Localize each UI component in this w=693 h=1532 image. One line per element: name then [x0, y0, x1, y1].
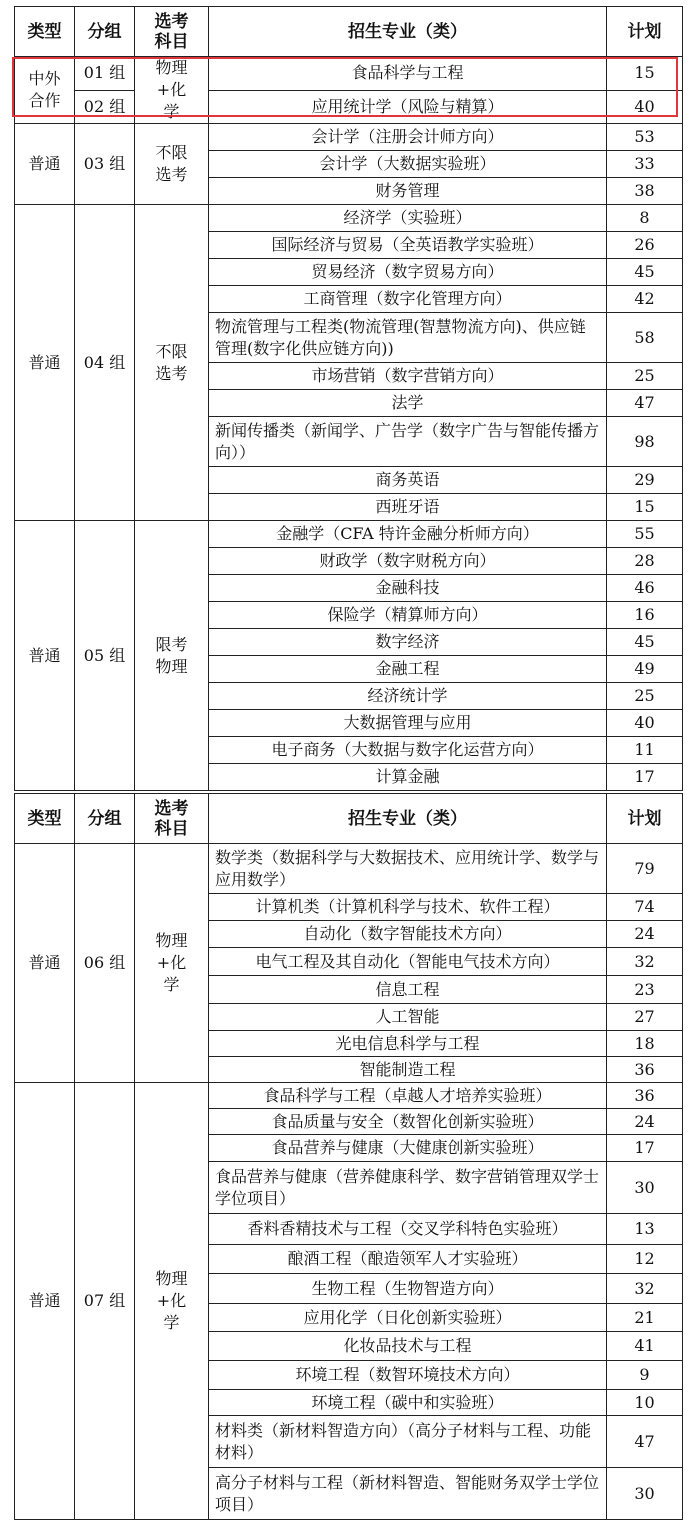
plan-cell: 28 [607, 548, 683, 575]
plan-cell: 16 [607, 602, 683, 629]
table-row [15, 844, 683, 894]
type-cell: 普通 [15, 205, 75, 521]
major-cell: 数学类（数据科学与大数据技术、应用统计学、数学与应用数学） [209, 844, 607, 894]
major-cell: 电子商务（大数据与数字化运营方向） [209, 737, 607, 764]
major-cell: 酿酒工程（酿造领军人才实验班） [209, 1245, 607, 1274]
major-cell: 生物工程（生物智造方向） [209, 1274, 607, 1304]
major-cell: 经济学（实验班） [209, 205, 607, 232]
header-row [15, 7, 683, 57]
plan-cell: 15 [607, 494, 683, 521]
subject-cell: 物理+化学 [135, 844, 209, 1083]
major-cell: 应用统计学（风险与精算） [209, 90, 607, 124]
table-row [15, 57, 683, 91]
major-cell: 商务英语 [209, 467, 607, 494]
header-major: 招生专业（类） [209, 794, 607, 844]
type-cell: 普通 [15, 124, 75, 205]
enrollment-table-1 [14, 6, 683, 791]
plan-cell: 38 [607, 178, 683, 205]
major-cell: 食品质量与安全（数智化创新实验班） [209, 1109, 607, 1135]
group-cell: 02 组 [75, 90, 135, 124]
major-cell: 会计学（注册会计师方向） [209, 124, 607, 151]
major-cell: 物流管理与工程类(物流管理(智慧物流方向)、供应链管理(数字化供应链方向)) [209, 313, 607, 363]
plan-cell: 79 [607, 844, 683, 894]
header-row [15, 794, 683, 844]
group-cell: 05 组 [75, 521, 135, 791]
major-cell: 环境工程（碳中和实验班） [209, 1390, 607, 1416]
subject-cell: 不限选考 [135, 124, 209, 205]
major-cell: 金融科技 [209, 575, 607, 602]
plan-cell: 45 [607, 629, 683, 656]
major-cell: 人工智能 [209, 1004, 607, 1031]
table-row [15, 521, 683, 548]
plan-cell: 40 [607, 710, 683, 737]
plan-cell: 11 [607, 737, 683, 764]
plan-cell: 45 [607, 259, 683, 286]
type-cell: 普通 [15, 1083, 75, 1520]
plan-cell: 74 [607, 894, 683, 921]
major-cell: 食品科学与工程 [209, 57, 607, 91]
header-type: 类型 [15, 7, 75, 57]
plan-cell: 36 [607, 1057, 683, 1083]
plan-cell: 23 [607, 976, 683, 1004]
plan-cell: 41 [607, 1332, 683, 1361]
major-cell: 应用化学（日化创新实验班） [209, 1304, 607, 1332]
major-cell: 材料类（新材料智造方向）（高分子材料与工程、功能材料） [209, 1416, 607, 1468]
plan-cell: 40 [607, 90, 683, 124]
major-cell: 香料香精技术与工程（交叉学科特色实验班） [209, 1214, 607, 1245]
major-cell: 计算金融 [209, 764, 607, 791]
plan-cell: 58 [607, 313, 683, 363]
table-row [15, 124, 683, 151]
plan-cell: 30 [607, 1468, 683, 1520]
plan-cell: 24 [607, 1109, 683, 1135]
subject-cell: 不限选考 [135, 205, 209, 521]
group-cell: 07 组 [75, 1083, 135, 1520]
subject-cell: 限考物理 [135, 521, 209, 791]
major-cell: 法学 [209, 390, 607, 417]
subject-cell: 物理+化学 [135, 57, 209, 124]
plan-cell: 32 [607, 1274, 683, 1304]
major-cell: 保险学（精算师方向） [209, 602, 607, 629]
major-cell: 智能制造工程 [209, 1057, 607, 1083]
plan-cell: 25 [607, 683, 683, 710]
plan-cell: 49 [607, 656, 683, 683]
header-group: 分组 [75, 794, 135, 844]
major-cell: 大数据管理与应用 [209, 710, 607, 737]
plan-cell: 46 [607, 575, 683, 602]
plan-cell: 17 [607, 764, 683, 791]
group-cell: 01 组 [75, 57, 135, 91]
plan-cell: 29 [607, 467, 683, 494]
plan-cell: 15 [607, 57, 683, 91]
plan-cell: 47 [607, 1416, 683, 1468]
major-cell: 环境工程（数智环境技术方向） [209, 1361, 607, 1390]
major-cell: 金融学（CFA 特许金融分析师方向） [209, 521, 607, 548]
major-cell: 高分子材料与工程（新材料智造、智能财务双学士学位项目） [209, 1468, 607, 1520]
major-cell: 会计学（大数据实验班） [209, 151, 607, 178]
major-cell: 化妆品技术与工程 [209, 1332, 607, 1361]
major-cell: 贸易经济（数字贸易方向） [209, 259, 607, 286]
major-cell: 金融工程 [209, 656, 607, 683]
plan-cell: 55 [607, 521, 683, 548]
table-row [15, 205, 683, 232]
subject-cell: 物理+化学 [135, 1083, 209, 1520]
plan-cell: 33 [607, 151, 683, 178]
plan-cell: 24 [607, 921, 683, 948]
header-subject: 选考科目 [135, 794, 209, 844]
plan-cell: 98 [607, 417, 683, 467]
plan-cell: 25 [607, 363, 683, 390]
major-cell: 国际经济与贸易（全英语教学实验班） [209, 232, 607, 259]
type-cell: 中外合作 [15, 57, 75, 124]
group-cell: 03 组 [75, 124, 135, 205]
type-cell: 普通 [15, 521, 75, 791]
group-cell: 04 组 [75, 205, 135, 521]
major-cell: 经济统计学 [209, 683, 607, 710]
header-plan: 计划 [607, 794, 683, 844]
major-cell: 西班牙语 [209, 494, 607, 521]
type-cell: 普通 [15, 844, 75, 1083]
major-cell: 市场营销（数字营销方向） [209, 363, 607, 390]
plan-cell: 17 [607, 1135, 683, 1162]
plan-cell: 12 [607, 1245, 683, 1274]
major-cell: 数字经济 [209, 629, 607, 656]
plan-cell: 9 [607, 1361, 683, 1390]
group-cell: 06 组 [75, 844, 135, 1083]
plan-cell: 21 [607, 1304, 683, 1332]
enrollment-table-2 [14, 793, 683, 1520]
major-cell: 食品营养与健康（营养健康科学、数字营销管理双学士学位项目） [209, 1162, 607, 1214]
major-cell: 食品营养与健康（大健康创新实验班） [209, 1135, 607, 1162]
table-row [15, 90, 683, 124]
major-cell: 信息工程 [209, 976, 607, 1004]
plan-cell: 18 [607, 1031, 683, 1057]
plan-cell: 53 [607, 124, 683, 151]
major-cell: 财政学（数字财税方向） [209, 548, 607, 575]
major-cell: 新闻传播类（新闻学、广告学（数字广告与智能传播方向）） [209, 417, 607, 467]
header-type: 类型 [15, 794, 75, 844]
header-group: 分组 [75, 7, 135, 57]
major-cell: 计算机类（计算机科学与技术、软件工程） [209, 894, 607, 921]
major-cell: 财务管理 [209, 178, 607, 205]
table-row [15, 1083, 683, 1109]
plan-cell: 13 [607, 1214, 683, 1245]
plan-cell: 32 [607, 948, 683, 976]
plan-cell: 36 [607, 1083, 683, 1109]
major-cell: 自动化（数字智能技术方向） [209, 921, 607, 948]
major-cell: 电气工程及其自动化（智能电气技术方向） [209, 948, 607, 976]
header-major: 招生专业（类） [209, 7, 607, 57]
plan-cell: 10 [607, 1390, 683, 1416]
plan-cell: 47 [607, 390, 683, 417]
major-cell: 食品科学与工程（卓越人才培养实验班） [209, 1083, 607, 1109]
header-plan: 计划 [607, 7, 683, 57]
plan-cell: 42 [607, 286, 683, 313]
header-subject: 选考科目 [135, 7, 209, 57]
plan-cell: 8 [607, 205, 683, 232]
plan-cell: 27 [607, 1004, 683, 1031]
plan-cell: 26 [607, 232, 683, 259]
plan-cell: 30 [607, 1162, 683, 1214]
major-cell: 光电信息科学与工程 [209, 1031, 607, 1057]
major-cell: 工商管理（数字化管理方向） [209, 286, 607, 313]
